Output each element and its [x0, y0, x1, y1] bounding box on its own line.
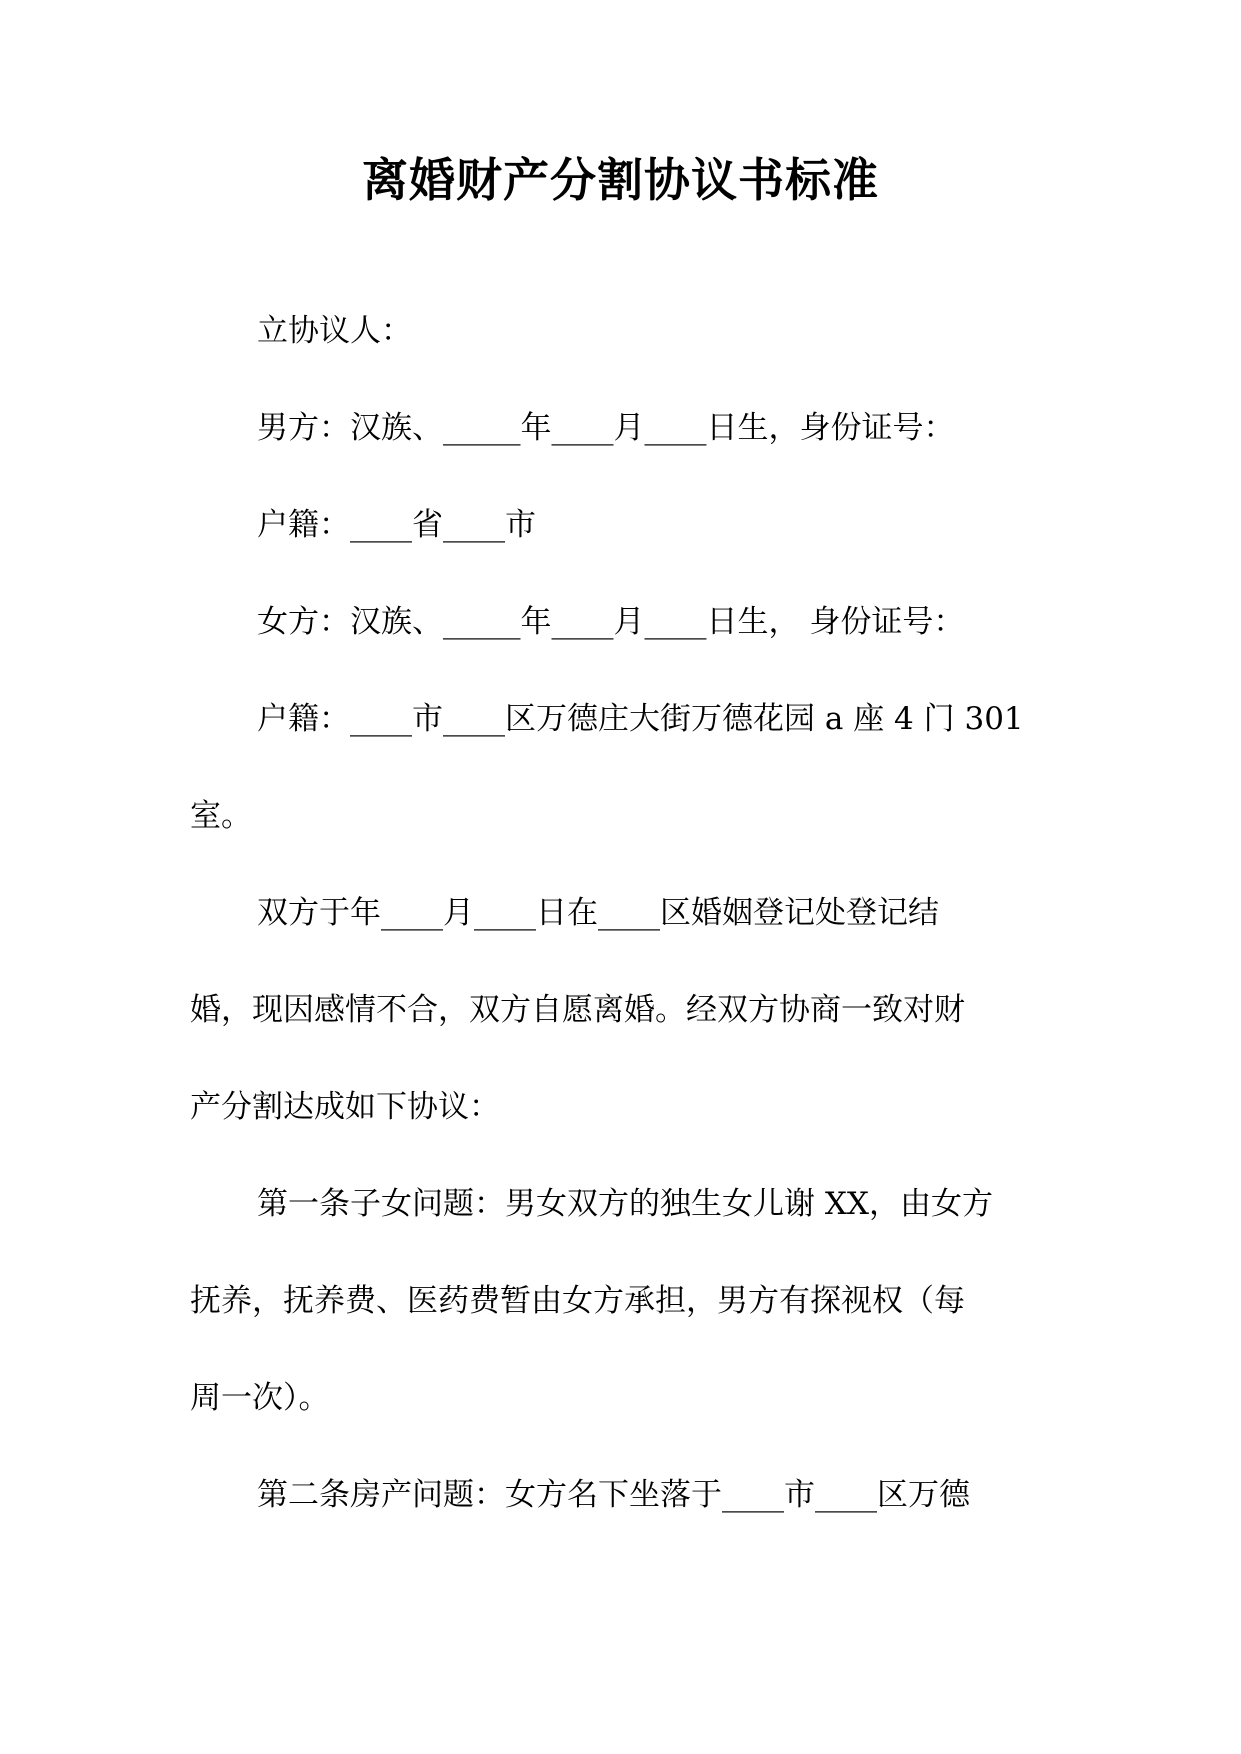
paragraph-line: 产分割达成如下协议：	[190, 1089, 500, 1125]
paragraph-line: 周一次）。	[190, 1380, 330, 1416]
article-two-property: 第二条房产问题：女方名下坐落于____市____区万德	[257, 1477, 970, 1513]
marriage-statement-line: 双方于年____月____日在____区婚姻登记处登记结	[257, 895, 939, 931]
article-one-children: 第一条子女问题：男女双方的独生女儿谢 XX，由女方	[257, 1186, 993, 1222]
paragraph-line: 抚养，抚养费、医药费暂由女方承担，男方有探视权（每	[190, 1283, 965, 1319]
female-household-registration: 户籍：____市____区万德庄大街万德花园 a 座 4 门 301	[257, 701, 1024, 737]
paragraph-line: 室。	[190, 798, 252, 834]
document-title: 离婚财产分割协议书标准	[362, 153, 879, 207]
male-party-info: 男方：汉族、_____年____月____日生，身份证号：	[257, 410, 955, 446]
party-heading: 立协议人：	[257, 313, 412, 349]
female-party-info: 女方：汉族、_____年____月____日生， 身份证号：	[257, 604, 965, 640]
paragraph-line: 婚，现因感情不合，双方自愿离婚。经双方协商一致对财	[190, 992, 965, 1028]
male-household-registration: 户籍：____省____市	[257, 507, 536, 543]
